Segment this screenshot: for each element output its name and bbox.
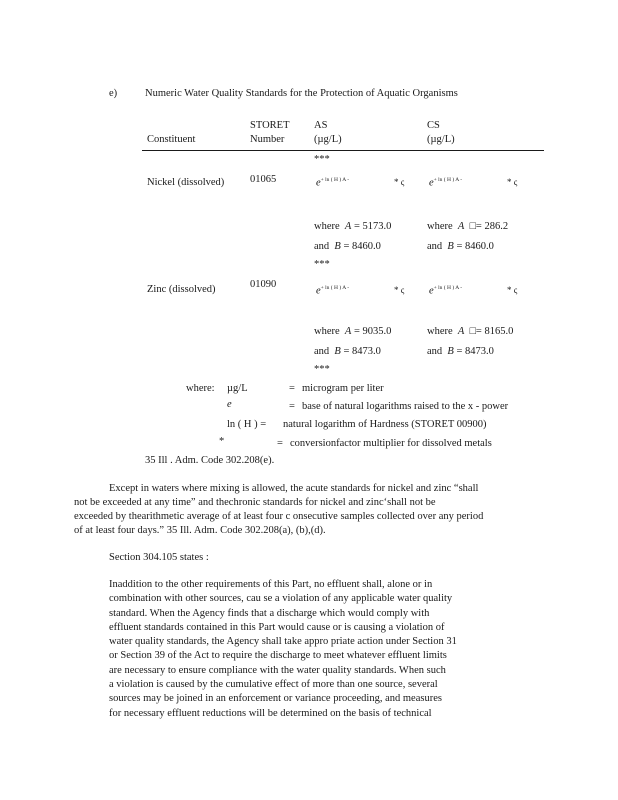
constituent-nickel: Nickel (dissolved) — [147, 177, 225, 188]
coeff-value: □= 8165.0 — [469, 326, 514, 337]
quote-line: a violation is caused by the cumulative effect of more than one source, several — [109, 679, 438, 691]
header-cs-unit: (µg/L) — [427, 134, 455, 145]
coeff-label: B — [447, 346, 454, 357]
paragraph-line: exceeded by thearithmetic average of at least four c onsecutive samples collected over any period — [74, 511, 484, 522]
def-text-ugl: microgram per liter — [302, 383, 384, 394]
cs-coeff-b-nickel — [427, 241, 494, 254]
formula-base: e — [316, 177, 321, 189]
coeff-label: A — [344, 221, 352, 232]
section-heading: Numeric Water Quality Standards for the Protection of Aquatic Organisms — [145, 88, 458, 99]
coeff-label: A — [457, 326, 465, 337]
as-coeff-b-nickel — [314, 241, 381, 254]
quote-line: standard. When the Agency finds that a discharge which would comply with — [109, 607, 430, 619]
section-intro: Section 304.105 states : — [109, 552, 209, 563]
def-term-star: * — [219, 436, 225, 447]
quote-line: are necessary to ensure compliance with the water quality standards. When such — [109, 664, 446, 676]
as-multiplier-zinc: * ς — [394, 285, 405, 295]
citation: 35 Ill . Adm. Code 302.208(e). — [145, 455, 275, 466]
coeff-value: = 8473.0 — [343, 346, 381, 357]
coeff-label: B — [334, 241, 341, 252]
formula-exponent: + ln ( H ) A - — [320, 177, 350, 183]
and-word: and — [427, 241, 443, 252]
cs-coeff-a-zinc — [427, 326, 513, 339]
coeff-value: = 8460.0 — [456, 241, 494, 252]
quote-line: for necessary effluent reductions will be determined on the basis of technical — [109, 707, 432, 719]
cs-coeff-b-zinc — [427, 346, 494, 359]
and-word: and — [427, 346, 443, 357]
and-word: and — [314, 241, 330, 252]
quote-line: effluent standards contained in this Part would cause or is causing a violation of — [109, 621, 445, 633]
where-word: where — [427, 221, 453, 232]
paragraph-line: Except in waters where mixing is allowed, the acute standards for nickel and zinc “shall — [109, 483, 479, 494]
cs-formula-nickel — [429, 177, 462, 190]
coeff-label: A — [344, 326, 352, 337]
as-multiplier-nickel: * ς — [394, 177, 405, 187]
where-word: where — [314, 221, 340, 232]
where-word: where — [314, 326, 340, 337]
as-formula-zinc — [316, 285, 349, 298]
where-word: where — [427, 326, 453, 337]
coeff-value: = 9035.0 — [353, 326, 392, 337]
formula-exponent: + ln ( H ) A - — [433, 177, 463, 183]
quote-line: Inaddition to the other requirements of this Part, no effluent shall, alone or in — [109, 579, 433, 590]
def-eq: = — [289, 383, 295, 394]
quote-line: water quality standards, the Agency shall take appro priate action under Section 31 — [109, 636, 457, 648]
cs-multiplier-nickel: * ς — [507, 177, 518, 187]
formula-base: e — [316, 285, 321, 297]
definitions-where: where: — [186, 383, 215, 394]
footnote-stars: *** — [314, 259, 330, 270]
cs-multiplier-zinc: * ς — [507, 285, 518, 295]
quote-line: or Section 39 of the Act to require the discharge to meet whatever effluent limits — [109, 650, 447, 662]
as-coeff-a-nickel — [314, 221, 391, 234]
header-as-unit: (µg/L) — [314, 134, 342, 145]
def-eq: = — [289, 401, 295, 412]
as-formula-nickel — [316, 177, 349, 190]
def-text-lnh: natural logarithm of Hardness (STORET 00900) — [283, 419, 487, 430]
paragraph-line: of at least four days.” 35 Ill. Adm. Code 302.208(a), (b),(d). — [74, 525, 326, 536]
header-number: Number — [250, 134, 285, 145]
quote-line: combination with other sources, cau se a violation of any applicable water quality — [109, 593, 453, 605]
def-eq: = — [277, 438, 283, 449]
coeff-value: = 5173.0 — [353, 221, 392, 232]
formula-base: e — [429, 285, 434, 297]
storet-number-nickel: 01065 — [250, 174, 277, 185]
formula-base: e — [429, 177, 434, 189]
constituent-zinc: Zinc (dissolved) — [147, 284, 216, 295]
table-header-rule — [142, 150, 544, 151]
def-term-lnh: ln ( H ) = — [227, 419, 267, 430]
def-term-ugl: µg/L — [227, 383, 248, 394]
cs-coeff-a-nickel — [427, 221, 508, 234]
header-storet: STORET — [250, 120, 290, 131]
def-text-e: base of natural logarithms raised to the x - power — [302, 401, 509, 412]
def-text-star: conversionfactor multiplier for dissolved metals — [290, 438, 492, 449]
coeff-label: B — [334, 346, 341, 357]
formula-exponent: + ln ( H ) A - — [320, 285, 350, 291]
formula-exponent: + ln ( H ) A - — [433, 285, 463, 291]
and-word: and — [314, 346, 330, 357]
header-constituent: Constituent — [147, 134, 196, 145]
header-cs: CS — [427, 120, 440, 131]
storet-number-zinc: 01090 — [250, 279, 277, 290]
paragraph-line: not be exceeded at any time” and thechronic standards for nickel and zinc‘shall not be — [74, 497, 436, 508]
as-coeff-b-zinc — [314, 346, 381, 359]
coeff-label: A — [457, 221, 465, 232]
header-as: AS — [314, 120, 328, 131]
footnote-stars: *** — [314, 364, 330, 375]
coeff-value: = 8460.0 — [343, 241, 381, 252]
coeff-label: B — [447, 241, 454, 252]
quote-line: sources may be joined in an enforcement or variance proceeding, and measures — [109, 693, 442, 705]
coeff-value: □= 286.2 — [469, 221, 509, 232]
footnote-stars: *** — [314, 154, 330, 165]
quoted-block — [109, 578, 457, 721]
item-marker: e) — [109, 88, 118, 99]
coeff-value: = 8473.0 — [456, 346, 494, 357]
as-coeff-a-zinc — [314, 326, 391, 339]
cs-formula-zinc — [429, 285, 462, 298]
def-term-e: e — [227, 399, 232, 410]
